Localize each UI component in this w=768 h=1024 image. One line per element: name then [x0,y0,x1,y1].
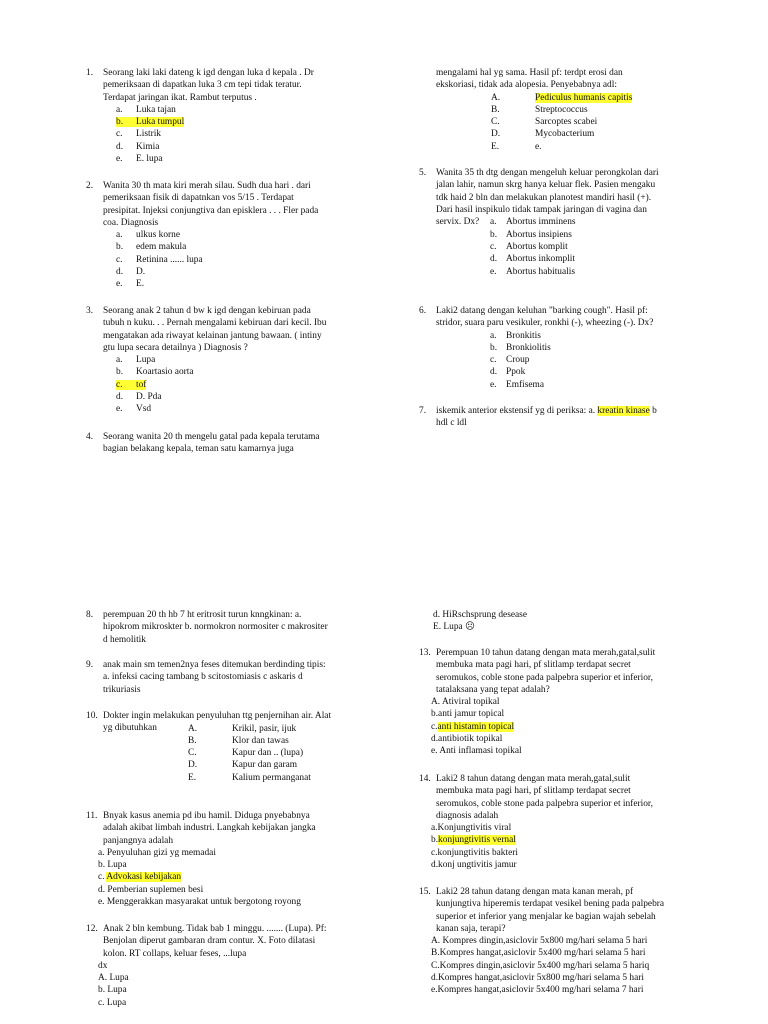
question-text-line: yg dibutuhkan [103,723,157,734]
option-c: c. Lupa [98,997,127,1008]
option-a: a. ulkus korne [116,230,181,241]
option-b: b. Abortus insipiens [490,229,572,240]
option-d: d. D. [116,267,146,278]
question-number: 3. [86,306,94,316]
option-c: C. Sarcoptes scabei [491,117,598,128]
option-e: e.Kompres hangat,asiclovir 5x400 mg/hari selama 7 hari [431,985,644,996]
option-d: D. Kapur dan garam [188,760,298,771]
question-10 [86,710,376,784]
question-text-line: ekskoriasi, tidak ada alopesia. Penyebabnya adl: [436,80,617,91]
question-text-line: seromukos, coble stone pada palpebra superior et inferior, [436,672,653,683]
question-5 [419,167,709,278]
question-7 [419,405,709,430]
question-text-line: Wanita 35 th dtg dengan mengeluh keluar perongkolan dari [436,168,659,178]
question-text-line: anak main sm temen2nya feses ditemukan berdinding tipis: [103,660,326,670]
question-text-line: diagnosis adalah [436,810,499,821]
option-e: e. E. [116,279,145,290]
question-text-line: seromukos, coble stone pada palpebra superior et inferior, [436,798,653,809]
question-9 [86,659,376,696]
question-3 [86,305,376,416]
question-text-line: Laki2 8 tahun datang dengan mata merah,gatal,sulit [436,774,631,784]
question-text-line: stridor, suara paru vesikuler, ronkhi (-), wheezing (-). Dx? [436,318,654,329]
question-number: 11. [86,811,98,821]
question-text-line: iskemik anterior ekstensif yg di periksa: a. kreatin kinase b [436,406,657,416]
question-text-line: Seorang laki laki dateng k igd dengan luka d kepala . Dr [103,68,314,78]
question-number: 15. [419,887,431,897]
option-a: a. Penyuluhan gizi yg memadai [98,847,216,858]
question-text-line: panjangnya adalah [103,835,174,846]
option-e: e. Menggerakkan masyarakat untuk bergotong royong [98,897,301,908]
option-a: A. Ativiral topikal [431,697,500,708]
question-text-line: Anak 2 bln kembung. Tidak bab 1 minggu. ....... (Lupa). Pf: [103,924,327,934]
option-c-highlighted: c. tof [116,379,147,390]
question-text-line: coa. Diagnosis [103,217,159,228]
question-text-line: Dari hasil inspikulo tidak tampak jaringan di vagina dan [436,204,647,215]
option-a: a. Luka tajan [116,104,176,115]
option-e: e. Vsd [116,404,152,415]
option-d: d. Kimia [116,141,160,152]
option-a: a. Lupa [116,355,156,366]
question-text-line: hipokrom mikroskter b. normokron normositer c makrositer [103,622,328,633]
question-text-line: dx [98,960,108,971]
question-14 [419,773,709,871]
question-text-line: gtu lupa secara detailnya ) Diagnosis ? [103,342,248,353]
question-4-continued [419,67,709,153]
option-d: d. Ppok [490,367,526,378]
option-e: e. E. lupa [116,154,163,165]
question-number: 4. [86,432,94,442]
question-text-line: Seorang wanita 20 th mengelu gatal pada kepala terutama [103,432,320,442]
option-d: d.Kompres hangat,asiclovir 5x800 mg/hari selama 5 hari [431,973,644,984]
question-6 [419,305,709,391]
option-b: b. Lupa [98,860,127,871]
option-b: B. Klor dan tawas [188,735,289,746]
option-b-highlighted: b.konjungtivitis vernal [431,835,516,846]
question-8 [86,609,376,646]
question-text-line: Wanita 30 th mata kiri merah silau. Sudh dua hari . dari [103,181,311,191]
option-c: c. Listrik [116,129,161,140]
question-text-line: trikuriasis [103,684,141,695]
question-number: 12. [86,924,98,934]
option-e: e. Anti inflamasi topikal [431,746,522,757]
question-text-line: mengalami hal yg sama. Hasil pf: terdpt erosi dan [436,68,623,78]
option-b: B. Streptococcus [491,104,588,115]
option-e: E. Kalium permanganat [188,772,311,783]
option-e: e. Abortus habitualis [490,266,576,277]
question-text-line: adalah akibat limbah industri. Langkah kebijakan jangka [103,823,316,834]
option-c: C.Kompres dingin,asiclovir 5x400 mg/hari selama 5 hariq [431,960,650,971]
option-d: d. Pemberian suplemen besi [98,884,204,895]
question-text-line: a. infeksi cacing tambang b scitostomiasis c askaris d [103,672,303,683]
question-text-line: tdk haid 2 bln dan melakukan planotest mandiri hasil (+). [436,192,652,203]
question-number: 10. [86,711,98,721]
option-d: d. D. Pda [116,392,162,403]
option-e: E. e. [491,141,542,152]
question-number: 5. [419,168,427,178]
option-e: e. Emfisema [490,379,545,390]
question-text-line: kolon. RT collaps, keluar feses, ...lupa [103,948,247,959]
question-text-line: Terdapat jaringan ikat. Rambut terputus . [103,92,257,103]
question-4 [86,431,376,456]
option-a: A. Kompres dingin,asiclovir 5x800 mg/hari selama 5 hari [431,936,648,947]
option-d: d.konj ungtivitis jamur [431,860,517,871]
option-c: c. Abortus komplit [490,242,568,253]
question-12 [86,923,376,1009]
question-15 [419,886,709,997]
option-a-highlighted: A. Pediculus humanis capitis [491,92,633,103]
question-12-continued [419,609,709,634]
question-text-line: Laki2 datang dengan keluhan "barking cough". Hasil pf: [436,306,648,316]
question-text-line: presipitat. Injeksi conjungtiva dan episklera . . . Fler pada [103,205,319,216]
question-number: 7. [419,406,427,416]
option-c: C. Kapur dan .. (lupa) [188,748,304,759]
option-a: a. Bronkitis [490,330,541,341]
option-c-highlighted: c. Advokasi kebijakan [98,872,182,883]
question-text-line: membuka mata pagi hari, pf slitlamp terdapat secret [436,786,631,797]
option-c: c. Croup [490,355,530,366]
question-text-line: Laki2 28 tahun datang dengan mata kanan merah, pf [436,887,634,897]
question-number: 9. [86,660,94,670]
option-b: b. Bronkiolitis [490,342,551,353]
question-text-line: kanan saja, terapi? [436,923,506,934]
option-d: d.antibiotik topikal [431,734,503,745]
option-b: B.Kompres hangat,asiclovir 5x400 mg/hari selama 5 hari [431,948,646,959]
question-text-line: tatalaksana yang tepat adalah? [436,684,550,695]
question-text-line: d hemolitik [103,634,146,645]
question-number: 6. [419,306,427,316]
question-text-line: perempuan 20 th hb 7 ht eritrosit turun knngkinan: a. [103,610,302,620]
question-number: 13. [419,648,431,658]
question-text-line: Perempuan 10 tahun datang dengan mata merah,gatal,sulit [436,648,656,658]
question-text-line: superior et inferior yang menjalar ke bagian wajah sebelah [436,911,656,922]
question-text-line: jalan lahir, namun skrg hanya keluar flek. Pasien mengaku [436,180,656,191]
question-number: 14. [419,774,431,784]
question-text-line: servix. Dx? [436,217,480,228]
question-text-line: bagian belakang kepala, teman satu kamarnya juga [103,444,294,455]
question-text-line: Bnyak kasus anemia pd ibu hamil. Diduga pnyebabnya [103,811,310,821]
option-c: c. Retinina ...... lupa [116,254,203,265]
option-b: b. Koartasio aorta [116,367,194,378]
option-b: b. edem makula [116,242,187,253]
option-c: c.konjungtivitis bakteri [431,847,518,858]
question-number: 8. [86,610,94,620]
question-text-line: Dokter ingin melakukan penyuluhan ttg penjernihan air. Alat [103,711,332,721]
option-e: E. Lupa ☹ [433,622,475,633]
question-text-line: hdl c ldl [436,418,467,429]
question-text-line: kunjungtiva hiperemis terdapat vesikel bening pada palpebra [436,899,665,910]
question-number: 1. [86,68,94,78]
question-text-line: pemeriksaan di dapatkan luka 3 cm tepi tidak teratur. [103,80,302,91]
option-b-highlighted: b. Luka tumpul [116,117,185,128]
option-d: D. Mycobacterium [491,129,595,140]
option-b: b. Lupa [98,985,127,996]
question-13 [419,647,709,758]
question-1 [86,67,376,165]
question-text-line: tubuh n kuku. . . Pernah mengalami kebiruan dari kecil. Ibu [103,318,327,329]
option-a: A. Krikil, pasir, ijuk [188,723,297,734]
option-c-highlighted: c.anti histamin topical [431,721,515,732]
option-d: d. HiRschsprung desease [433,610,527,620]
question-2 [86,180,376,291]
option-a: A. Lupa [98,973,129,984]
option-b: b.anti jamur topical [431,709,505,720]
question-text-line: Seorang anak 2 tahun d bw k igd dengan kebiruan pada [103,306,311,316]
highlighted-answer: kreatin kinase [597,406,650,416]
question-text-line: membuka mata pagi hari, pf slitlamp terdapat secret [436,660,631,671]
option-a: a. Abortus imminens [490,217,576,228]
question-text-line: mengatakan ada riwayat kelainan jantung bawaan. ( intiny [103,330,322,341]
option-d: d. Abortus inkomplit [490,254,576,265]
question-11 [86,810,376,908]
question-text-line: Benjolan diperut gambaran dram contur. X. Foto dilatasi [103,936,316,947]
option-a: a.Konjungtivitis viral [431,823,512,834]
question-number: 2. [86,181,94,191]
question-text-line: pemeriksaan fisik di dapatnkan vos 5/15 . Terdapat [103,193,294,204]
